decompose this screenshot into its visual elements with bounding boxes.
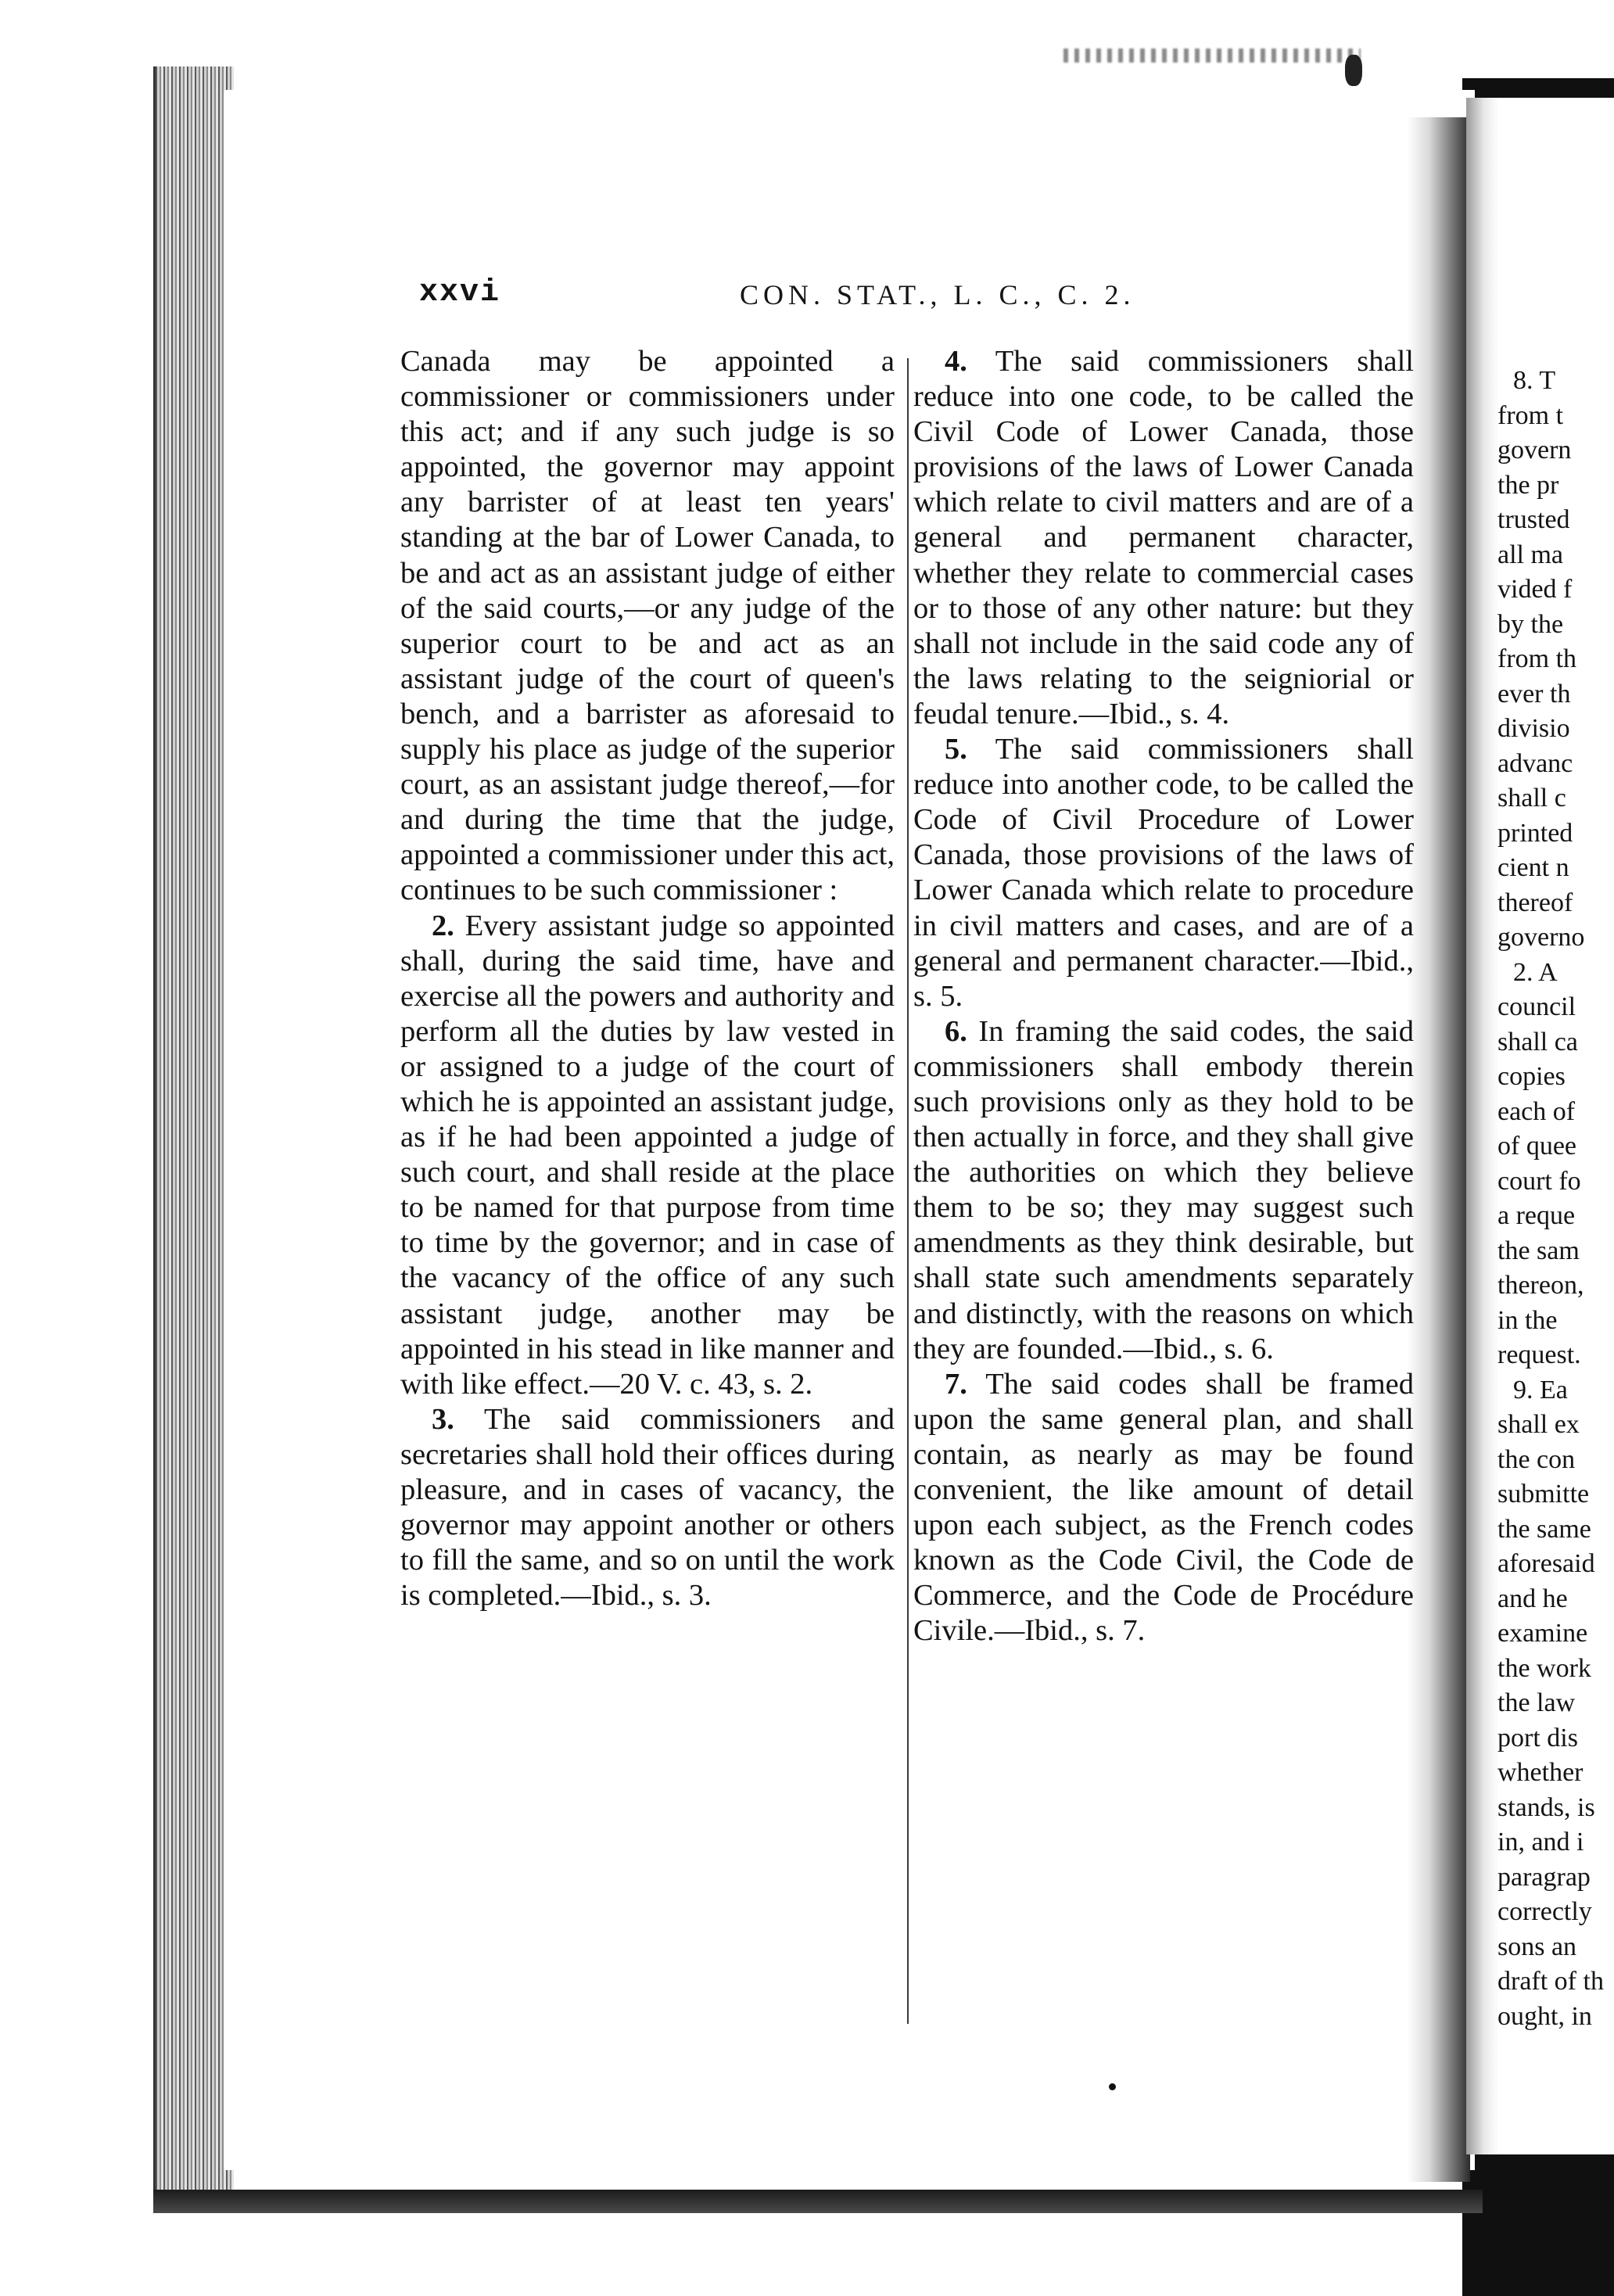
- facing-page-line: draft of th: [1497, 1967, 1604, 1996]
- section-number: 4.: [945, 345, 967, 378]
- facing-page-line: sons an: [1497, 1932, 1577, 1961]
- page-number: xxvi: [419, 275, 501, 310]
- facing-page-line: stands, is: [1497, 1792, 1595, 1822]
- paragraph-text: The said commissioners and secretaries shall hold their offices during pleasure, and in cases of vacancy, the governor may appoint another or others to fill the same, and so on until the work is completed.—Ibid., s. 3.: [400, 1402, 895, 1613]
- facing-page-line: in, and i: [1497, 1828, 1584, 1857]
- facing-page-line: aforesaid: [1497, 1549, 1595, 1578]
- facing-page-line: govern: [1497, 436, 1572, 465]
- facing-page-line: court fo: [1497, 1166, 1581, 1196]
- facing-page-line: from th: [1497, 644, 1577, 673]
- facing-page-line: governo: [1497, 923, 1585, 952]
- paragraph-text: In framing the said codes, the said commissioners shall embody therein such provisions only as they hold to be then actually in force, and they shall give the authorities on which they believe them to be so; they may suggest such amendments as they think desirable, but shall state such amendments separately and distinctly, with the reasons on which they are founded.—Ibid., s. 6.: [913, 1014, 1414, 1365]
- facing-page-line: of quee: [1497, 1132, 1577, 1161]
- facing-page-line: shall c: [1497, 784, 1566, 813]
- facing-page-line: port dis: [1497, 1723, 1578, 1752]
- paragraph-text: The said codes shall be framed upon the same general plan, and shall contain, as nearly as may be found convenient, the like amount of detail upon each subject, as the French codes known as the Code Civil, the Code de Commerce, and the Code de Procédure Civile.—Ibid., s. 7.: [913, 1367, 1414, 1648]
- print-dot: [1109, 2083, 1116, 2090]
- paragraph-text: The said commissioners shall reduce into one code, to be called the Civil Code of Lower Canada, those provisions of the laws of Lower Canada which relate to civil matters and are of a general and permanent character, whether they relate to commercial cases or to those of any other nature: but they shall not include in the said code any of the laws relating to the seigniorial or feudal tenure.—Ibid., s. 4.: [913, 345, 1414, 730]
- scan-blot: [1345, 55, 1362, 86]
- facing-page-line: divisio: [1497, 714, 1570, 743]
- facing-page: [1466, 98, 1614, 2154]
- facing-page-line: thereon,: [1497, 1271, 1584, 1300]
- paragraph-continued: [400, 344, 895, 909]
- facing-page-line: in the: [1497, 1305, 1558, 1335]
- facing-page-line: examine: [1497, 1619, 1588, 1648]
- facing-page-line: a reque: [1497, 1201, 1576, 1230]
- facing-page-line: the con: [1497, 1444, 1576, 1474]
- facing-page-line: the law: [1497, 1688, 1576, 1717]
- left-text-column: [400, 344, 895, 1613]
- facing-page-line: 2. A: [1513, 957, 1558, 987]
- running-header: [419, 275, 1217, 322]
- facing-page-line: 9. Ea: [1513, 1375, 1568, 1405]
- facing-page-line: all ma: [1497, 540, 1564, 569]
- facing-page-line: thereof: [1497, 888, 1573, 917]
- facing-page-line: printed: [1497, 818, 1573, 848]
- facing-page-line: ought, in: [1497, 2001, 1592, 2031]
- paragraph-text: Every assistant judge so appointed shall, during the said time, have and exercise all the powers and authority and perform all the duties by law vested in or assigned to a judge of the court of which he is appointed an assistant judge, as if he had been appointed a judge of such court, and shall reside at the place to be named for that purpose from time to time by the governor; and in case of the vacancy of the office of any such assistant judge, another may be appointed in his stead in like manner and with like effect.—20 V. c. 43, s. 2.: [400, 909, 895, 1401]
- facing-page-line: cient n: [1497, 853, 1569, 882]
- section-5: [913, 732, 1414, 1014]
- section-number: 2.: [432, 909, 454, 942]
- facing-page-line: whether: [1497, 1758, 1584, 1787]
- facing-page-line: from t: [1497, 400, 1564, 430]
- section-4: [913, 344, 1414, 732]
- facing-page-line: the same: [1497, 1514, 1591, 1544]
- column-divider: [907, 358, 909, 2024]
- section-number: 3.: [432, 1402, 454, 1436]
- page-gutter-shadow: [1408, 117, 1470, 2182]
- facing-page-line: the pr: [1497, 470, 1559, 500]
- facing-page-line: submitte: [1497, 1480, 1590, 1509]
- page-bottom-edge: [153, 2190, 1483, 2213]
- running-title: CON. STAT., L. C., C. 2.: [740, 279, 1135, 310]
- right-text-column: [913, 344, 1414, 1648]
- section-6: [913, 1014, 1414, 1367]
- facing-page-line: council: [1497, 992, 1576, 1021]
- facing-page-line: by the: [1497, 609, 1564, 639]
- paragraph-text: Canada may be appointed a commissioner or commissioners under this act; and if any such judge is so appointed, the governor may appoint any barrister of at least ten years' standing at the bar of Lower Canada, to be and act as an assistant judge of either of the said courts,—or any judge of the superior court to be and act as an assistant judge of the court of queen's bench, and a barrister as aforesaid to supply his place as judge of the superior court, as an assistant judge thereof,—for and during the time that the judge, appointed a commissioner under this act, continues to be such commissioner :: [400, 345, 895, 907]
- facing-page-line: paragrap: [1497, 1862, 1591, 1892]
- book-fore-edge: [153, 66, 234, 2194]
- section-7: [913, 1367, 1414, 1649]
- facing-page-line: shall ex: [1497, 1410, 1580, 1439]
- facing-page-line: trusted: [1497, 505, 1570, 534]
- facing-page-line: shall ca: [1497, 1027, 1578, 1057]
- section-2: [400, 909, 895, 1402]
- facing-page-line: advanc: [1497, 748, 1573, 778]
- facing-page-line: each of: [1497, 1096, 1576, 1126]
- section-number: 5.: [945, 733, 967, 766]
- facing-page-line: vided f: [1497, 575, 1573, 604]
- section-number: 7.: [945, 1367, 967, 1401]
- facing-page-line: ever th: [1497, 679, 1571, 709]
- section-3: [400, 1402, 895, 1614]
- facing-page-line: and he: [1497, 1584, 1568, 1613]
- scan-smudge: [1063, 48, 1361, 63]
- facing-page-line: the sam: [1497, 1236, 1580, 1265]
- facing-page-line: the work: [1497, 1653, 1591, 1683]
- facing-page-line: 8. T: [1513, 366, 1556, 395]
- facing-page-line: correctly: [1497, 1897, 1592, 1926]
- paragraph-text: The said commissioners shall reduce into another code, to be called the Code of Civil Procedure of Lower Canada, those provisions of the laws of Lower Canada which relate to procedure in civil matters and cases, and are of a general and permanent character.—Ibid., s. 5.: [913, 733, 1414, 1013]
- facing-page-line: copies: [1497, 1062, 1566, 1091]
- section-number: 6.: [945, 1014, 967, 1048]
- facing-page-line: request.: [1497, 1340, 1581, 1369]
- scanner-background-top: [0, 0, 1614, 70]
